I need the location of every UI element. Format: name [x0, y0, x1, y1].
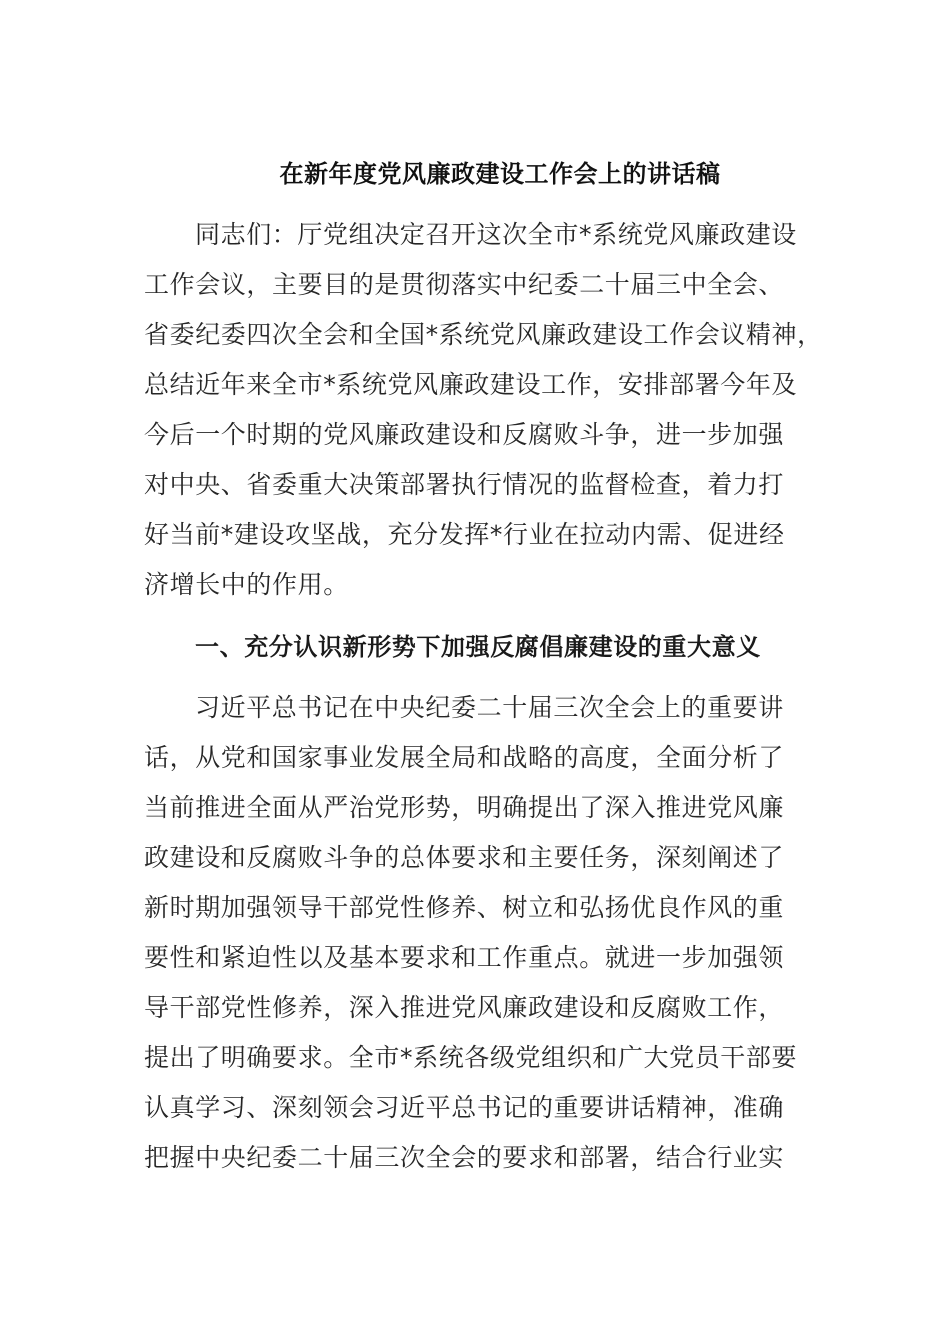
paragraph-line: 省委纪委四次全会和全国*系统党风廉政建设工作会议精神，	[144, 320, 823, 349]
paragraph-line: 对中央、省委重大决策部署执行情况的监督检查，着力打	[144, 470, 785, 499]
paragraph-line: 认真学习、深刻领会习近平总书记的重要讲话精神，准确	[144, 1093, 785, 1122]
paragraph-line: 总结近年来全市*系统党风廉政建设工作，安排部署今年及	[144, 370, 798, 399]
section-heading: 一、充分认识新形势下加强反腐倡廉建设的重大意义	[195, 633, 761, 661]
paragraph-line: 同志们：厅党组决定召开这次全市*系统党风廉政建设	[195, 220, 797, 249]
paragraph-line: 要性和紧迫性以及基本要求和工作重点。就进一步加强领	[144, 943, 785, 972]
paragraph-line: 习近平总书记在中央纪委二十届三次全会上的重要讲	[195, 693, 784, 722]
paragraph-line: 把握中央纪委二十届三次全会的要求和部署，结合行业实	[144, 1143, 785, 1172]
paragraph-line: 新时期加强领导干部党性修养、树立和弘扬优良作风的重	[144, 893, 785, 922]
paragraph-line: 工作会议，主要目的是贯彻落实中纪委二十届三中全会、	[144, 270, 785, 299]
paragraph-line: 今后一个时期的党风廉政建设和反腐败斗争，进一步加强	[144, 420, 785, 449]
paragraph-line: 提出了明确要求。全市*系统各级党组织和广大党员干部要	[144, 1043, 798, 1072]
paragraph-line: 当前推进全面从严治党形势，明确提出了深入推进党风廉	[144, 793, 785, 822]
paragraph-line: 好当前*建设攻坚战，充分发挥*行业在拉动内需、促进经	[144, 520, 785, 549]
paragraph-line: 政建设和反腐败斗争的总体要求和主要任务，深刻阐述了	[144, 843, 785, 872]
paragraph-line: 导干部党性修养，深入推进党风廉政建设和反腐败工作，	[144, 993, 785, 1022]
document-title: 在新年度党风廉政建设工作会上的讲话稿	[279, 160, 721, 188]
paragraph-line: 济增长中的作用。	[144, 570, 349, 599]
paragraph-line: 话，从党和国家事业发展全局和战略的高度，全面分析了	[144, 743, 785, 772]
